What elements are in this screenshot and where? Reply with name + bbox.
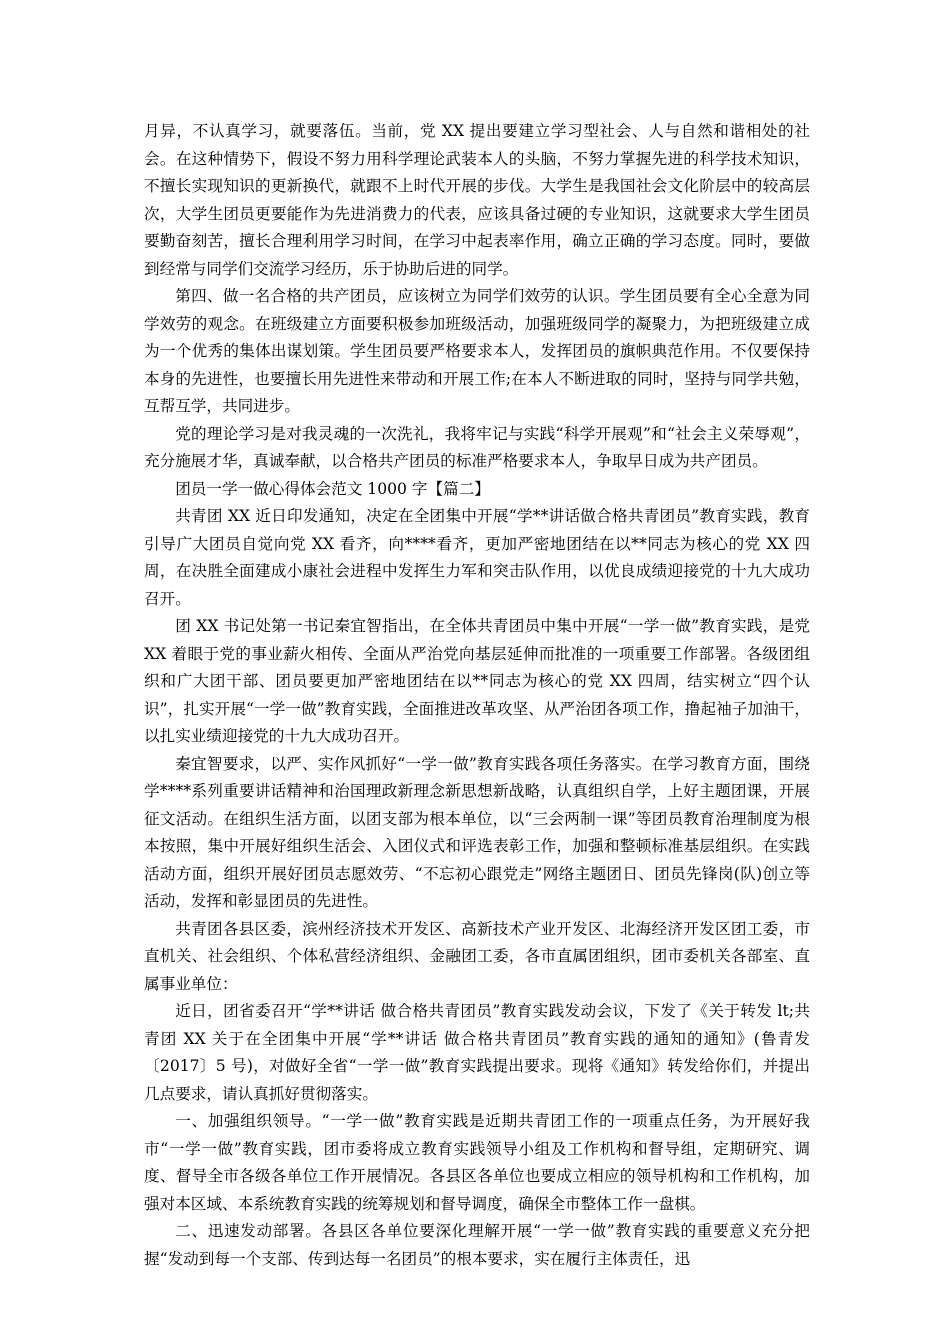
document-page bbox=[144, 118, 810, 1273]
paragraph: 党的理论学习是对我灵魂的一次洗礼，我将牢记与实践“科学开展观”和“社会主义荣辱观”，充分施展才华，真诚奉献，以合格共产团员的标准严格要求本人，争取早日成为共产团员。 bbox=[144, 424, 810, 470]
paragraph: 团 XX 书记处第一书记秦宜智指出，在全体共青团员中集中开展“一学一做”教育实践，是党 XX 着眼于党的事业薪火相传、全面从严治党向基层延伸而批准的一项重要工作部署。各级团组织和广大团干部、团员要更加严密地团结在以**同志为核心的党 XX 四周，结实树立“四个认识”，扎实开展“一学一做”教育实践，全面推进改革攻坚、从严治团各项工作，撸起袖子加油干，以扎实业绩迎接党的十九大成功召开。 bbox=[144, 617, 810, 745]
paragraph-continued: 月异，不认真学习，就要落伍。当前，党 XX 提出要建立学习型社会、人与自然和谐相处的社会。在这种情势下，假设不努力用科学理论武装本人的头脑，不努力掌握先进的科学技术知识，不擅长实现知识的更新换代，就跟不上时代开展的步伐。大学生是我国社会文化阶层中的较高层次，大学生团员更要能作为先进消费力的代表，应该具备过硬的专业知识，这就要求大学生团员要勤奋刻苦，擅长合理利用学习时间，在学习中起表率作用，确立正确的学习态度。同时，要做到经常与同学们交流学习经历，乐于协助后进的同学。 bbox=[144, 122, 810, 278]
paragraph: 二、迅速发动部署。各县区各单位要深化理解开展“一学一做”教育实践的重要意义充分把握“发动到每一个支部、传到达每一名团员”的根本要求，实在履行主体责任，迅 bbox=[144, 1222, 810, 1268]
section-heading: 团员一学一做心得体会范文 1000 字【篇二】 bbox=[175, 479, 490, 498]
paragraph: 第四、做一名合格的共产团员，应该树立为同学们效劳的认识。学生团员要有全心全意为同学效劳的观念。在班级建立方面要积极参加班级活动，加强班级同学的凝聚力，为把班级建立成为一个优秀的集体出谋划策。学生团员要严格要求本人，发挥团员的旗帜典范作用。不仅要保持本身的先进性，也要擅长用先进性来带动和开展工作;在本人不断进取的同时，坚持与同学共勉，互帮互学，共同进步。 bbox=[144, 287, 810, 415]
paragraph: 共青团各县区委，滨州经济技术开发区、高新技术产业开发区、北海经济开发区团工委，市直机关、社会组织、个体私营经济组织、金融团工委，各市直属团组织，团市委机关各部室、直属事业单位： bbox=[144, 919, 810, 993]
paragraph: 秦宜智要求，以严、实作风抓好“一学一做”教育实践各项任务落实。在学习教育方面，围绕学****系列重要讲话精神和治国理政新理念新思想新战略，认真组织自学，上好主题团课，开展征文活动。在组织生活方面，以团支部为根本单位，以“三会两制一课”等团员教育治理制度为根本按照，集中开展好组织生活会、入团仪式和评选表彰工作，加强和整顿标准基层组织。在实践活动方面，组织开展好团员志愿效劳、“不忘初心跟党走”网络主题团日、团员先锋岗(队)创立等活动，发挥和彰显团员的先进性。 bbox=[144, 754, 810, 910]
paragraph: 近日，团省委召开“学**讲话 做合格共青团员”教育实践发动会议，下发了《关于转发 lt;共青团 XX 关于在全团集中开展“学**讲话 做合格共青团员”教育实践的通知的通知》(鲁青发〔2017〕5 号)，对做好全省“一学一做”教育实践提出要求。现将《通知》转发给你们，并提出几点要求，请认真抓好贯彻落实。 bbox=[144, 1002, 810, 1103]
paragraph: 共青团 XX 近日印发通知，决定在全团集中开展“学**讲话做合格共青团员”教育实践，教育引导广大团员自觉向党 XX 看齐，向****看齐，更加严密地团结在以**同志为核心的党 XX 四周，在决胜全面建成小康社会进程中发挥生力军和突击队作用，以优良成绩迎接党的十九大成功召开。 bbox=[144, 507, 810, 608]
paragraph: 一、加强组织领导。“一学一做”教育实践是近期共青团工作的一项重点任务，为开展好我市“一学一做”教育实践，团市委将成立教育实践领导小组及工作机构和督导组，定期研究、调度、督导全市各级各单位工作开展情况。各县区各单位也要成立相应的领导机构和工作机构，加强对本区域、本系统教育实践的统筹规划和督导调度，确保全市整体工作一盘棋。 bbox=[144, 1112, 810, 1213]
